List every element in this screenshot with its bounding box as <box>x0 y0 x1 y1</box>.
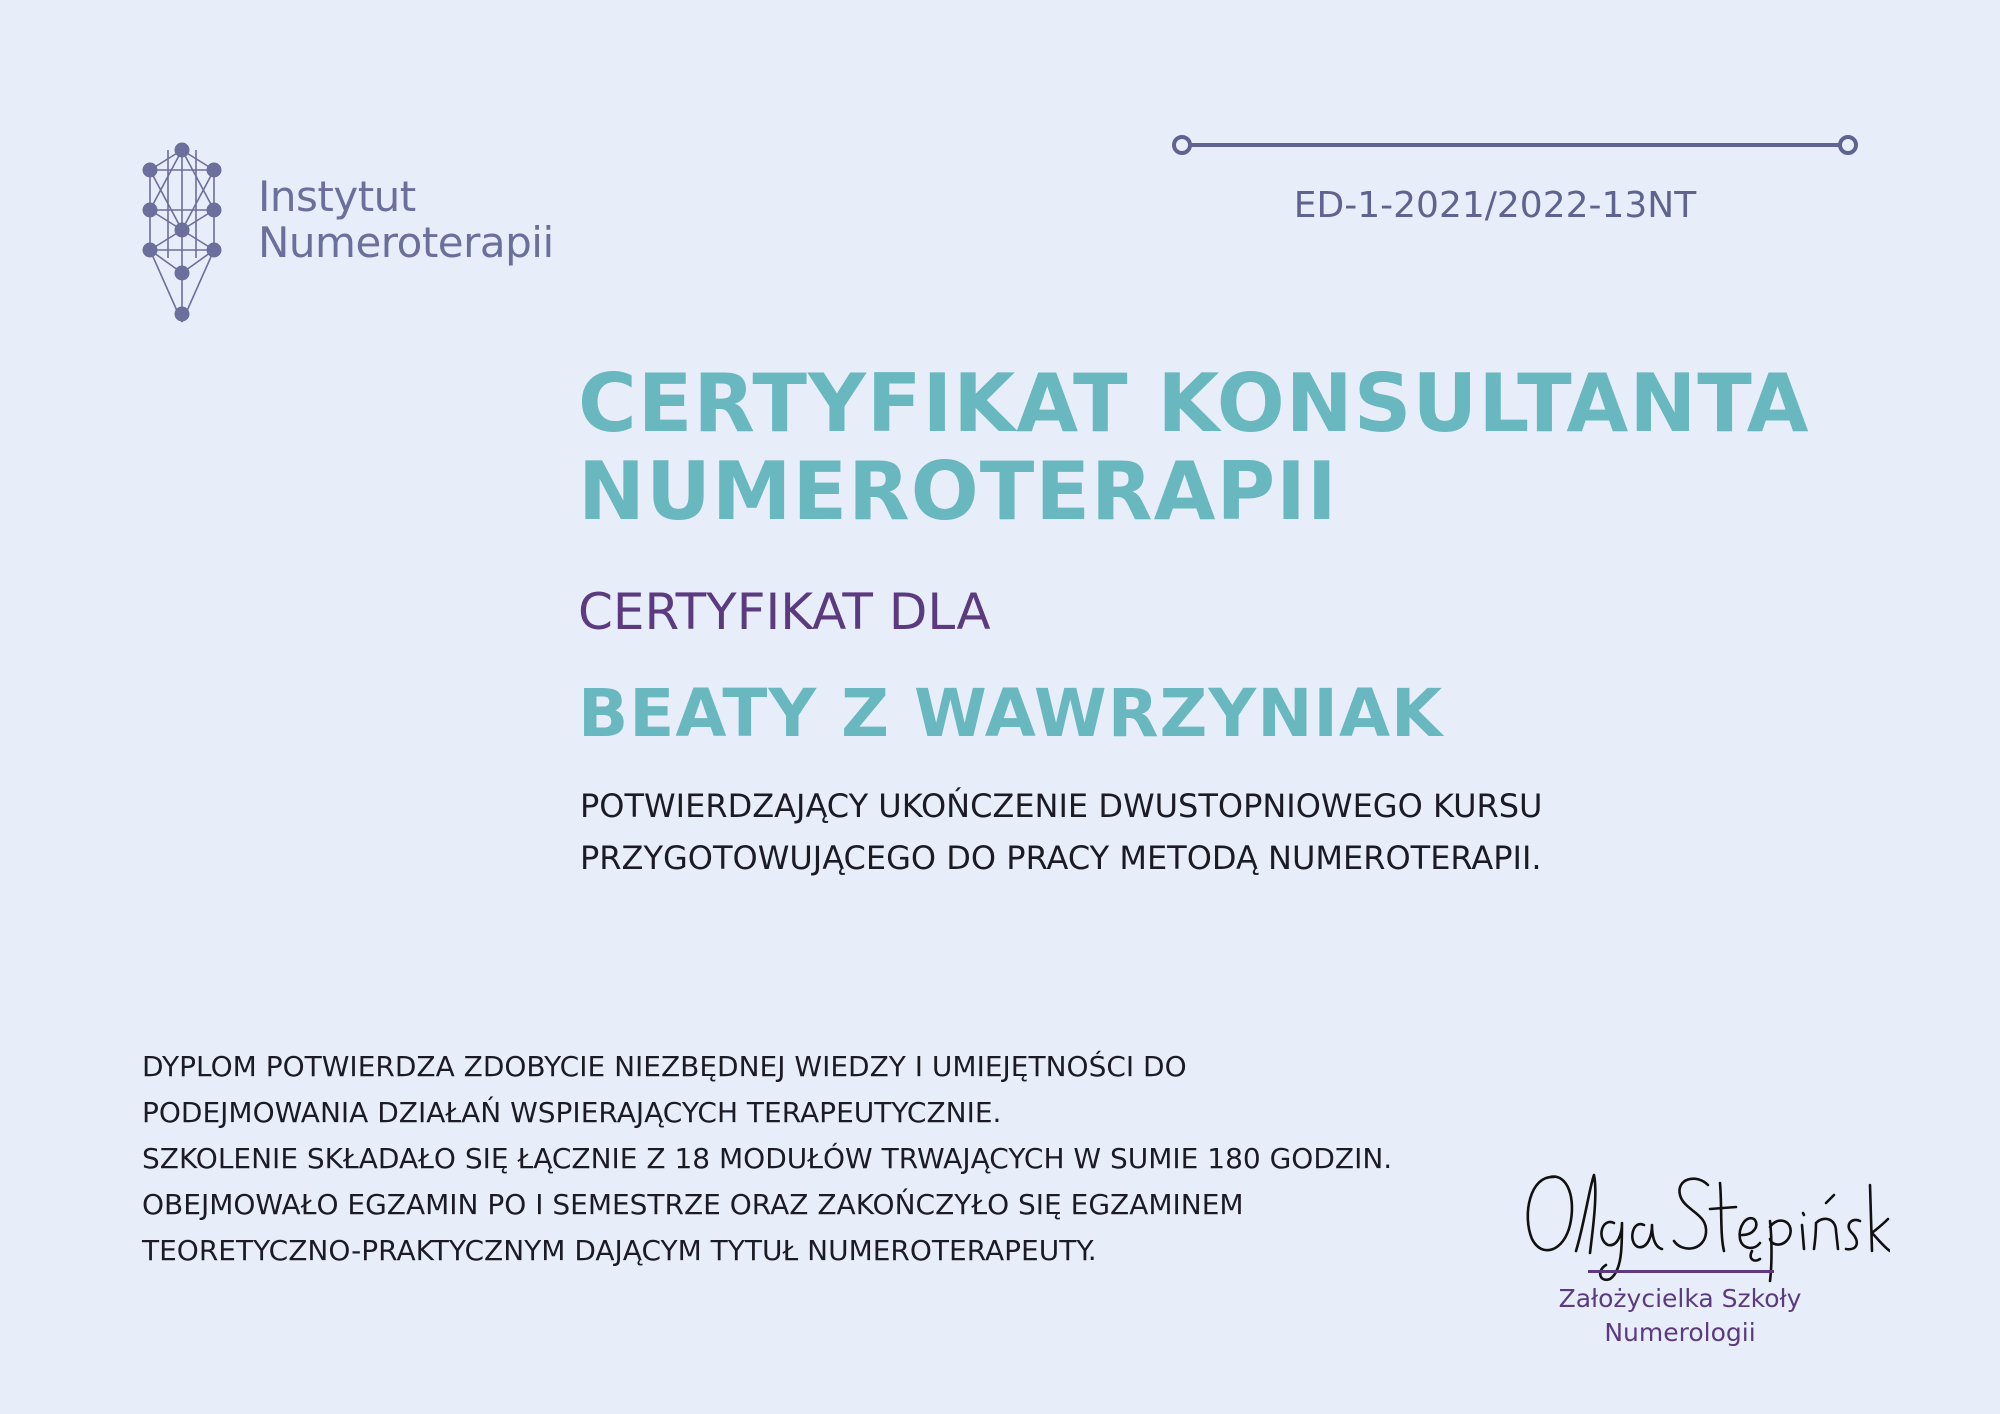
logo-line-1: Instytut <box>258 172 416 221</box>
signer-role-line-1: Założycielka Szkoły <box>1558 1284 1802 1313</box>
tree-of-life-icon <box>132 138 232 328</box>
certificate-code: ED-1-2021/2022-13NT <box>1293 185 1697 226</box>
description-line-3: SZKOLENIE SKŁADAŁO SIĘ ŁĄCZNIE Z 18 MODUŁÓW TRWAJĄCYCH W SUMIE 180 GODZIN. <box>142 1142 1393 1175</box>
logo-line-2: Numeroterapii <box>258 218 554 267</box>
signer-role-line-2: Numerologii <box>1604 1318 1756 1347</box>
certificate-for-label: CERTYFIKAT DLA <box>578 583 991 641</box>
recipient-name: BEATY Z WAWRZYNIAK <box>578 675 1444 752</box>
title-line-1: CERTYFIKAT KONSULTANTA <box>578 357 1810 450</box>
decorative-line <box>1170 130 1860 160</box>
confirmation-line-2: PRZYGOTOWUJĄCEGO DO PRACY METODĄ NUMEROTERAPII. <box>580 839 1542 877</box>
logo-wordmark <box>258 174 554 266</box>
description-line-4: OBEJMOWAŁO EGZAMIN PO I SEMESTRZE ORAZ ZAKOŃCZYŁO SIĘ EGZAMINEM <box>142 1188 1244 1221</box>
description-line-1: DYPLOM POTWIERDZA ZDOBYCIE NIEZBĘDNEJ WIEDZY I UMIEJĘTNOŚCI DO <box>142 1050 1187 1083</box>
institute-logo <box>132 138 572 328</box>
diploma-description <box>142 1044 1472 1274</box>
title-line-2: NUMEROTERAPII <box>578 445 1338 538</box>
confirmation-text <box>580 780 1600 884</box>
confirmation-line-1: POTWIERDZAJĄCY UKOŃCZENIE DWUSTOPNIOWEGO KURSU <box>580 787 1543 825</box>
signature-underline <box>1588 1270 1774 1273</box>
description-line-2: PODEJMOWANIA DZIAŁAŃ WSPIERAJĄCYCH TERAPEUTYCZNIE. <box>142 1096 1002 1129</box>
certificate-title <box>578 357 1958 538</box>
description-line-5: TEORETYCZNO-PRAKTYCZNYM DAJĄCYM TYTUŁ NUMEROTERAPEUTY. <box>142 1234 1097 1267</box>
signer-role <box>1530 1282 1830 1350</box>
handwritten-signature <box>1510 1155 1890 1285</box>
